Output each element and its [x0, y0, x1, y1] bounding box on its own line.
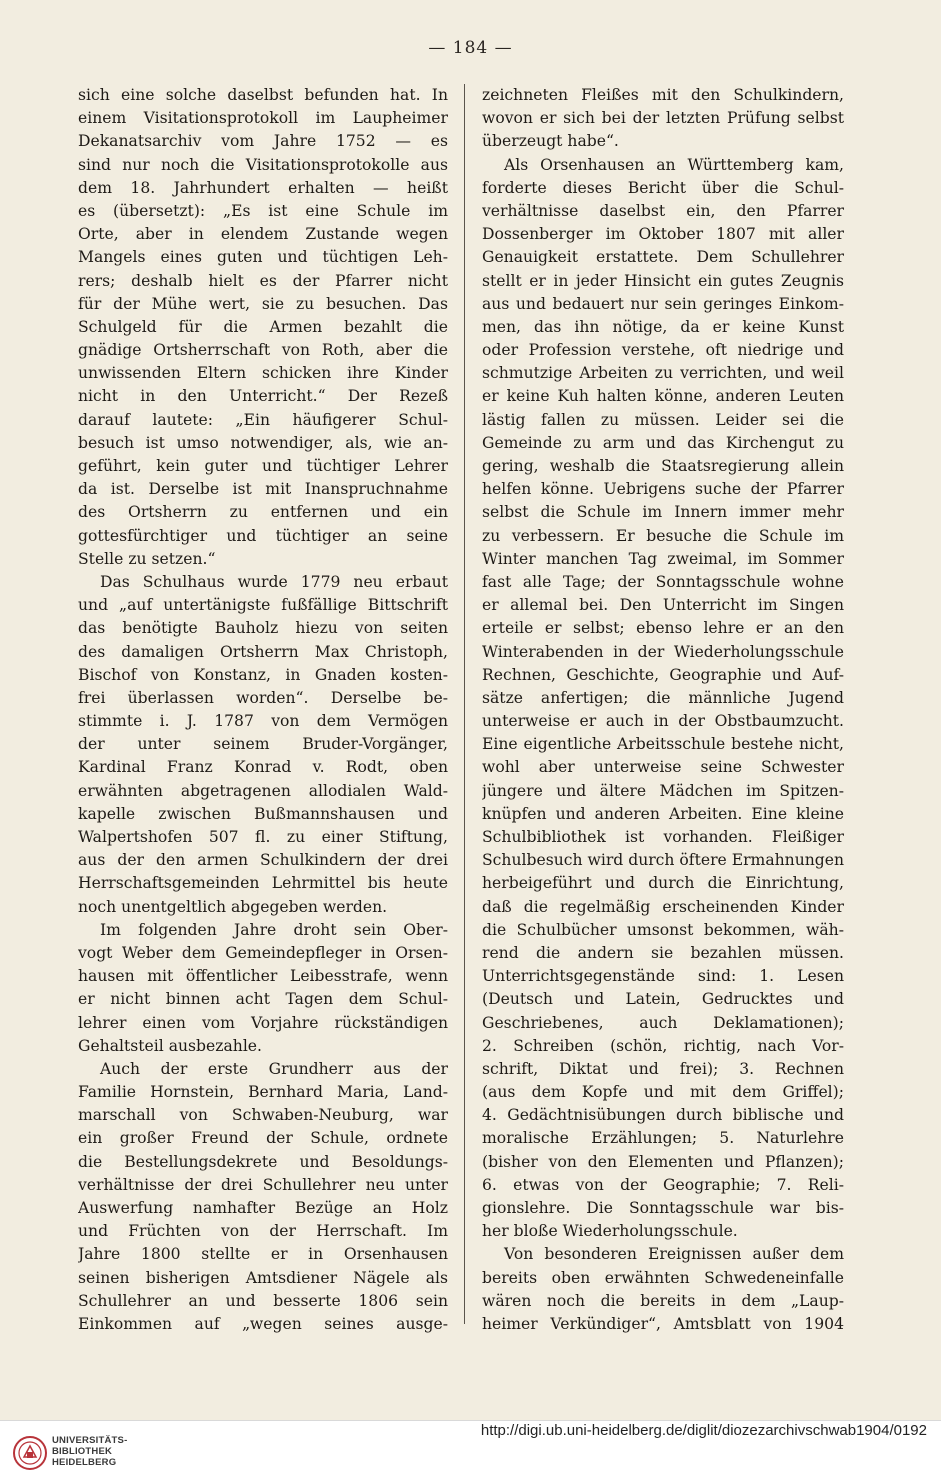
right-column-text-line: rend die andern sie bezahlen müssen.: [482, 943, 844, 962]
right-column-text-line: (bisher von den Elementen und Pflanzen);: [482, 1152, 844, 1171]
left-column-text-line: vogt Weber dem Gemeindepfleger in Orsen-: [78, 943, 448, 962]
right-column-text-line: Winter manchen Tag zweimal, im Sommer: [482, 549, 844, 568]
right-column-text-line: verhältnisse daselbst ein, den Pfarrer: [482, 201, 844, 220]
left-column-text-line: es (übersetzt): „Es ist eine Schule im: [78, 201, 448, 220]
left-column-text-line: aus der den armen Schulkindern der drei: [78, 851, 448, 870]
left-column-text-line: sind nur noch die Visitationsprotokolle aus: [78, 155, 448, 174]
column-divider: [464, 84, 465, 1324]
left-column-text-line: Auswerfung namhafter Bezüge an Holz: [78, 1199, 448, 1217]
right-column: [482, 84, 844, 1336]
left-column-text-line: Walpertshofen 507 fl. zu einer Stiftung,: [78, 828, 448, 846]
left-column-text-line: die Bestellungsdekrete und Besoldungs-: [78, 1152, 448, 1171]
left-column-text-line: Einkommen auf „wegen seines ausge-: [78, 1314, 448, 1333]
left-column-text-line: stimmte i. J. 1787 von dem Vermögen: [78, 712, 448, 731]
left-column-text-line: Jahre 1800 stellte er in Orsenhausen: [78, 1245, 448, 1264]
right-column-text-line: 2. Schreiben (schön, richtig, nach Vor-: [482, 1036, 844, 1055]
right-column-text-line: Als Orsenhausen an Württemberg kam,: [504, 155, 844, 174]
right-column-text-line: stellt er in jeder Hinsicht ein gutes Zeugnis: [482, 271, 844, 290]
right-column-text-line: forderte dieses Bericht über die Schul-: [482, 178, 844, 197]
left-column-text-line: darauf lautete: „Ein häufigerer Schul-: [78, 410, 448, 429]
left-column-text-line: geführt, kein guter und tüchtiger Lehrer: [78, 457, 448, 475]
right-column-text-line: wovon er sich bei der letzten Prüfung selbst: [482, 109, 844, 128]
left-column-text-line: lehrer einen vom Vorjahre rückständigen: [78, 1013, 448, 1032]
right-column-text-line: (Deutsch und Latein, Gedrucktes und: [482, 990, 844, 1009]
left-column-text-line: besuch ist umso notwendiger, als, wie an-: [78, 433, 448, 452]
right-column-text-line: bereits oben erwähnten Schwedeneinfalle: [482, 1268, 844, 1287]
left-column-text-line: rers; deshalb hielt es der Pfarrer nicht: [78, 271, 448, 290]
left-column-text-line: für der Mühe wert, sie zu besuchen. Das: [78, 294, 448, 313]
left-column-text-line: des Ortsherrn zu entfernen und ein: [78, 503, 448, 522]
right-column-text-line: er keine Kuh halten könne, anderen Leuten: [482, 387, 844, 406]
left-column: [78, 84, 448, 1336]
right-column-text-line: aus und bedauert nur sein geringes Einkom-: [482, 294, 844, 313]
left-column-text-line: des damaligen Ortsherrn Max Christoph,: [78, 642, 448, 661]
left-column-text-line: das benötigte Bauholz hiezu von seiten: [78, 619, 448, 638]
left-column-text-line: Dekanatsarchiv vom Jahre 1752 — es: [78, 132, 448, 151]
right-column-text-line: selbst die Schule im Innern immer mehr: [482, 503, 844, 522]
left-column-text-line: er nicht binnen acht Tagen dem Schul-: [78, 990, 448, 1009]
right-column-text-line: knüpfen und anderen Arbeiten. Eine kleine: [482, 804, 844, 823]
right-column-text-line: überzeugt habe“.: [482, 132, 619, 151]
right-column-text-line: schrift, Diktat und frei); 3. Rechnen: [482, 1059, 844, 1078]
left-column-text-line: da ist. Derselbe ist mit Inanspruchnahme: [78, 480, 448, 499]
right-column-text-line: Geschriebenes, auch Deklamationen);: [482, 1013, 844, 1032]
left-column-text-line: nicht in den Unterricht.“ Der Rezeß: [78, 387, 448, 406]
right-column-text-line: unterweise er auch in der Obstbaumzucht.: [482, 712, 844, 731]
right-column-text-line: wären noch die bereits in dem „Laup-: [482, 1291, 844, 1310]
left-column-text-line: Stelle zu setzen.“: [78, 549, 216, 568]
right-column-text-line: 4. Gedächtnisübungen durch biblische und: [482, 1106, 844, 1125]
left-column-text-line: Herrschaftsgemeinden Lehrmittel bis heute: [78, 874, 448, 893]
right-column-text-line: Schulbesuch wird durch öftere Ermahnungen: [482, 851, 844, 870]
left-column-text-line: kapelle zwischen Bußmannshausen und: [78, 804, 448, 823]
left-column-text-line: Schullehrer an und besserte 1806 sein: [78, 1291, 448, 1310]
left-column-text-line: Orte, aber in elendem Zustande wegen: [78, 225, 448, 244]
right-column-text-line: (aus dem Kopfe und mit dem Griffel);: [482, 1083, 844, 1102]
right-column-text-line: oder Profession verstehe, oft niedrige und: [482, 341, 844, 360]
left-column-text-line: gottesfürchtiger und tüchtiger an seine: [78, 526, 448, 545]
right-column-text-line: gionslehre. Die Sonntagsschule war bis-: [482, 1199, 844, 1217]
right-column-text-line: Dossenberger im Oktober 1807 mit aller: [482, 225, 844, 244]
right-column-text-line: Rechnen, Geschichte, Geographie und Auf-: [482, 665, 844, 684]
left-column-text-line: erwähnten abgetragenen allodialen Wald-: [78, 781, 448, 800]
library-name-line1: UNIVERSITÄTS-: [52, 1435, 128, 1446]
left-column-text-line: ein großer Freund der Schule, ordnete: [78, 1129, 448, 1148]
right-column-text-line: erteile er selbst; ebenso lehre er an den: [482, 619, 844, 638]
right-column-text-line: her bloße Wiederholungsschule.: [482, 1222, 738, 1241]
right-column-text-line: moralische Erzählungen; 5. Naturlehre: [482, 1129, 844, 1148]
library-name: [52, 1435, 127, 1468]
left-column-text-line: und Früchten von der Herrschaft. Im: [78, 1222, 448, 1241]
library-name-line3: HEIDELBERG: [52, 1457, 117, 1468]
right-column-text-line: 6. etwas von der Geographie; 7. Reli-: [482, 1175, 844, 1194]
footer-bar: [0, 1420, 941, 1483]
right-column-text-line: zu verbessern. Er besuche die Schule im: [482, 526, 844, 545]
left-column-text-line: Das Schulhaus wurde 1779 neu erbaut: [100, 572, 448, 591]
right-column-text-line: jüngere und ältere Mädchen im Spitzen-: [482, 781, 844, 800]
right-column-text-line: daß die regelmäßig erscheinenden Kinder: [482, 897, 844, 916]
right-column-text-line: schmutzige Arbeiten zu verrichten, und weil: [482, 364, 844, 383]
left-column-text-line: Im folgenden Jahre droht sein Ober-: [100, 920, 448, 939]
right-column-text-line: gering, weshalb die Staatsregierung allein: [482, 457, 844, 475]
left-column-text-line: unwissenden Eltern schicken ihre Kinder: [78, 364, 448, 383]
right-column-text-line: Gemeinde zu arm und das Kirchengut zu: [482, 433, 844, 452]
left-column-text-line: Familie Hornstein, Bernhard Maria, Land-: [78, 1083, 448, 1102]
library-name-line2: BIBLIOTHEK: [52, 1446, 113, 1457]
right-column-text-line: Unterrichtsgegenstände sind: 1. Lesen: [482, 967, 844, 986]
right-column-text-line: Genauigkeit erstattete. Dem Schullehrer: [482, 248, 844, 267]
right-column-text-line: lästig fallen zu müssen. Leider sei die: [482, 410, 844, 429]
left-column-text-line: Schulgeld für die Armen bezahlt die: [78, 317, 448, 336]
right-column-text-line: men, das ihn nötige, da er keine Kunst: [482, 317, 844, 336]
left-column-text-line: der unter seinem Bruder-Vorgänger,: [78, 735, 448, 754]
left-column-text-line: Kardinal Franz Konrad v. Rodt, oben: [78, 758, 448, 777]
right-column-text-line: Eine eigentliche Arbeitsschule bestehe nicht,: [482, 735, 844, 754]
left-column-text-line: dem 18. Jahrhundert erhalten — heißt: [78, 178, 448, 197]
left-column-text-line: einem Visitationsprotokoll im Laupheimer: [78, 109, 448, 128]
left-column-text-line: Mangels eines guten und tüchtigen Leh-: [78, 248, 448, 267]
right-column-text-line: wohl aber unterweise seine Schwester: [482, 758, 844, 777]
right-column-text-line: herbeigeführt und durch die Einrichtung,: [482, 874, 844, 893]
left-column-text-line: Auch der erste Grundherr aus der: [100, 1059, 448, 1078]
university-seal-icon: [12, 1435, 48, 1471]
right-column-text-line: er allemal bei. Den Unterricht im Singen: [482, 596, 844, 615]
right-column-text-line: zeichneten Fleißes mit den Schulkindern,: [482, 86, 844, 104]
right-column-text-line: helfen könne. Uebrigens suche der Pfarrer: [482, 480, 844, 499]
source-url-link[interactable]: http://digi.ub.uni-heidelberg.de/diglit/diozezarchivschwab1904/0192: [480, 1422, 927, 1439]
right-column-text-line: Winterabenden in der Wiederholungsschule: [482, 642, 844, 661]
left-column-text-line: seinen bisherigen Amtsdiener Nägele als: [78, 1268, 448, 1287]
left-column-text-line: sich eine solche daselbst befunden hat. In: [78, 86, 448, 104]
left-column-text-line: und „auf untertänigste fußfällige Bittschrift: [78, 596, 448, 615]
page-number: — 184 —: [428, 38, 513, 58]
left-column-text-line: hausen mit öffentlicher Leibesstrafe, wenn: [78, 967, 448, 986]
right-column-text-line: heimer Verkündiger“, Amtsblatt von 1904: [482, 1314, 844, 1333]
right-column-text-line: die Schulbücher umsonst bekommen, wäh-: [482, 920, 844, 939]
left-column-text-line: noch unentgeltlich abgegeben werden.: [78, 897, 388, 916]
left-column-text-line: Bischof von Konstanz, in Gnaden kosten-: [78, 665, 448, 684]
left-column-text-line: frei überlassen worden“. Derselbe be-: [78, 688, 448, 707]
right-column-text-line: Schulbibliothek ist vorhanden. Fleißiger: [482, 828, 844, 846]
right-column-text-line: Von besonderen Ereignissen außer dem: [504, 1245, 844, 1264]
left-column-text-line: Gehaltsteil ausbezahle.: [78, 1036, 262, 1055]
left-column-text-line: marschall von Schwaben-Neuburg, war: [78, 1106, 448, 1125]
left-column-text-line: gnädige Ortsherrschaft von Roth, aber die: [78, 341, 448, 360]
right-column-text-line: sätze anfertigen; die männliche Jugend: [482, 688, 844, 707]
left-column-text-line: verhältnisse der drei Schullehrer neu unter: [78, 1175, 448, 1194]
right-column-text-line: fast alle Tage; der Sonntagsschule wohne: [482, 572, 844, 591]
